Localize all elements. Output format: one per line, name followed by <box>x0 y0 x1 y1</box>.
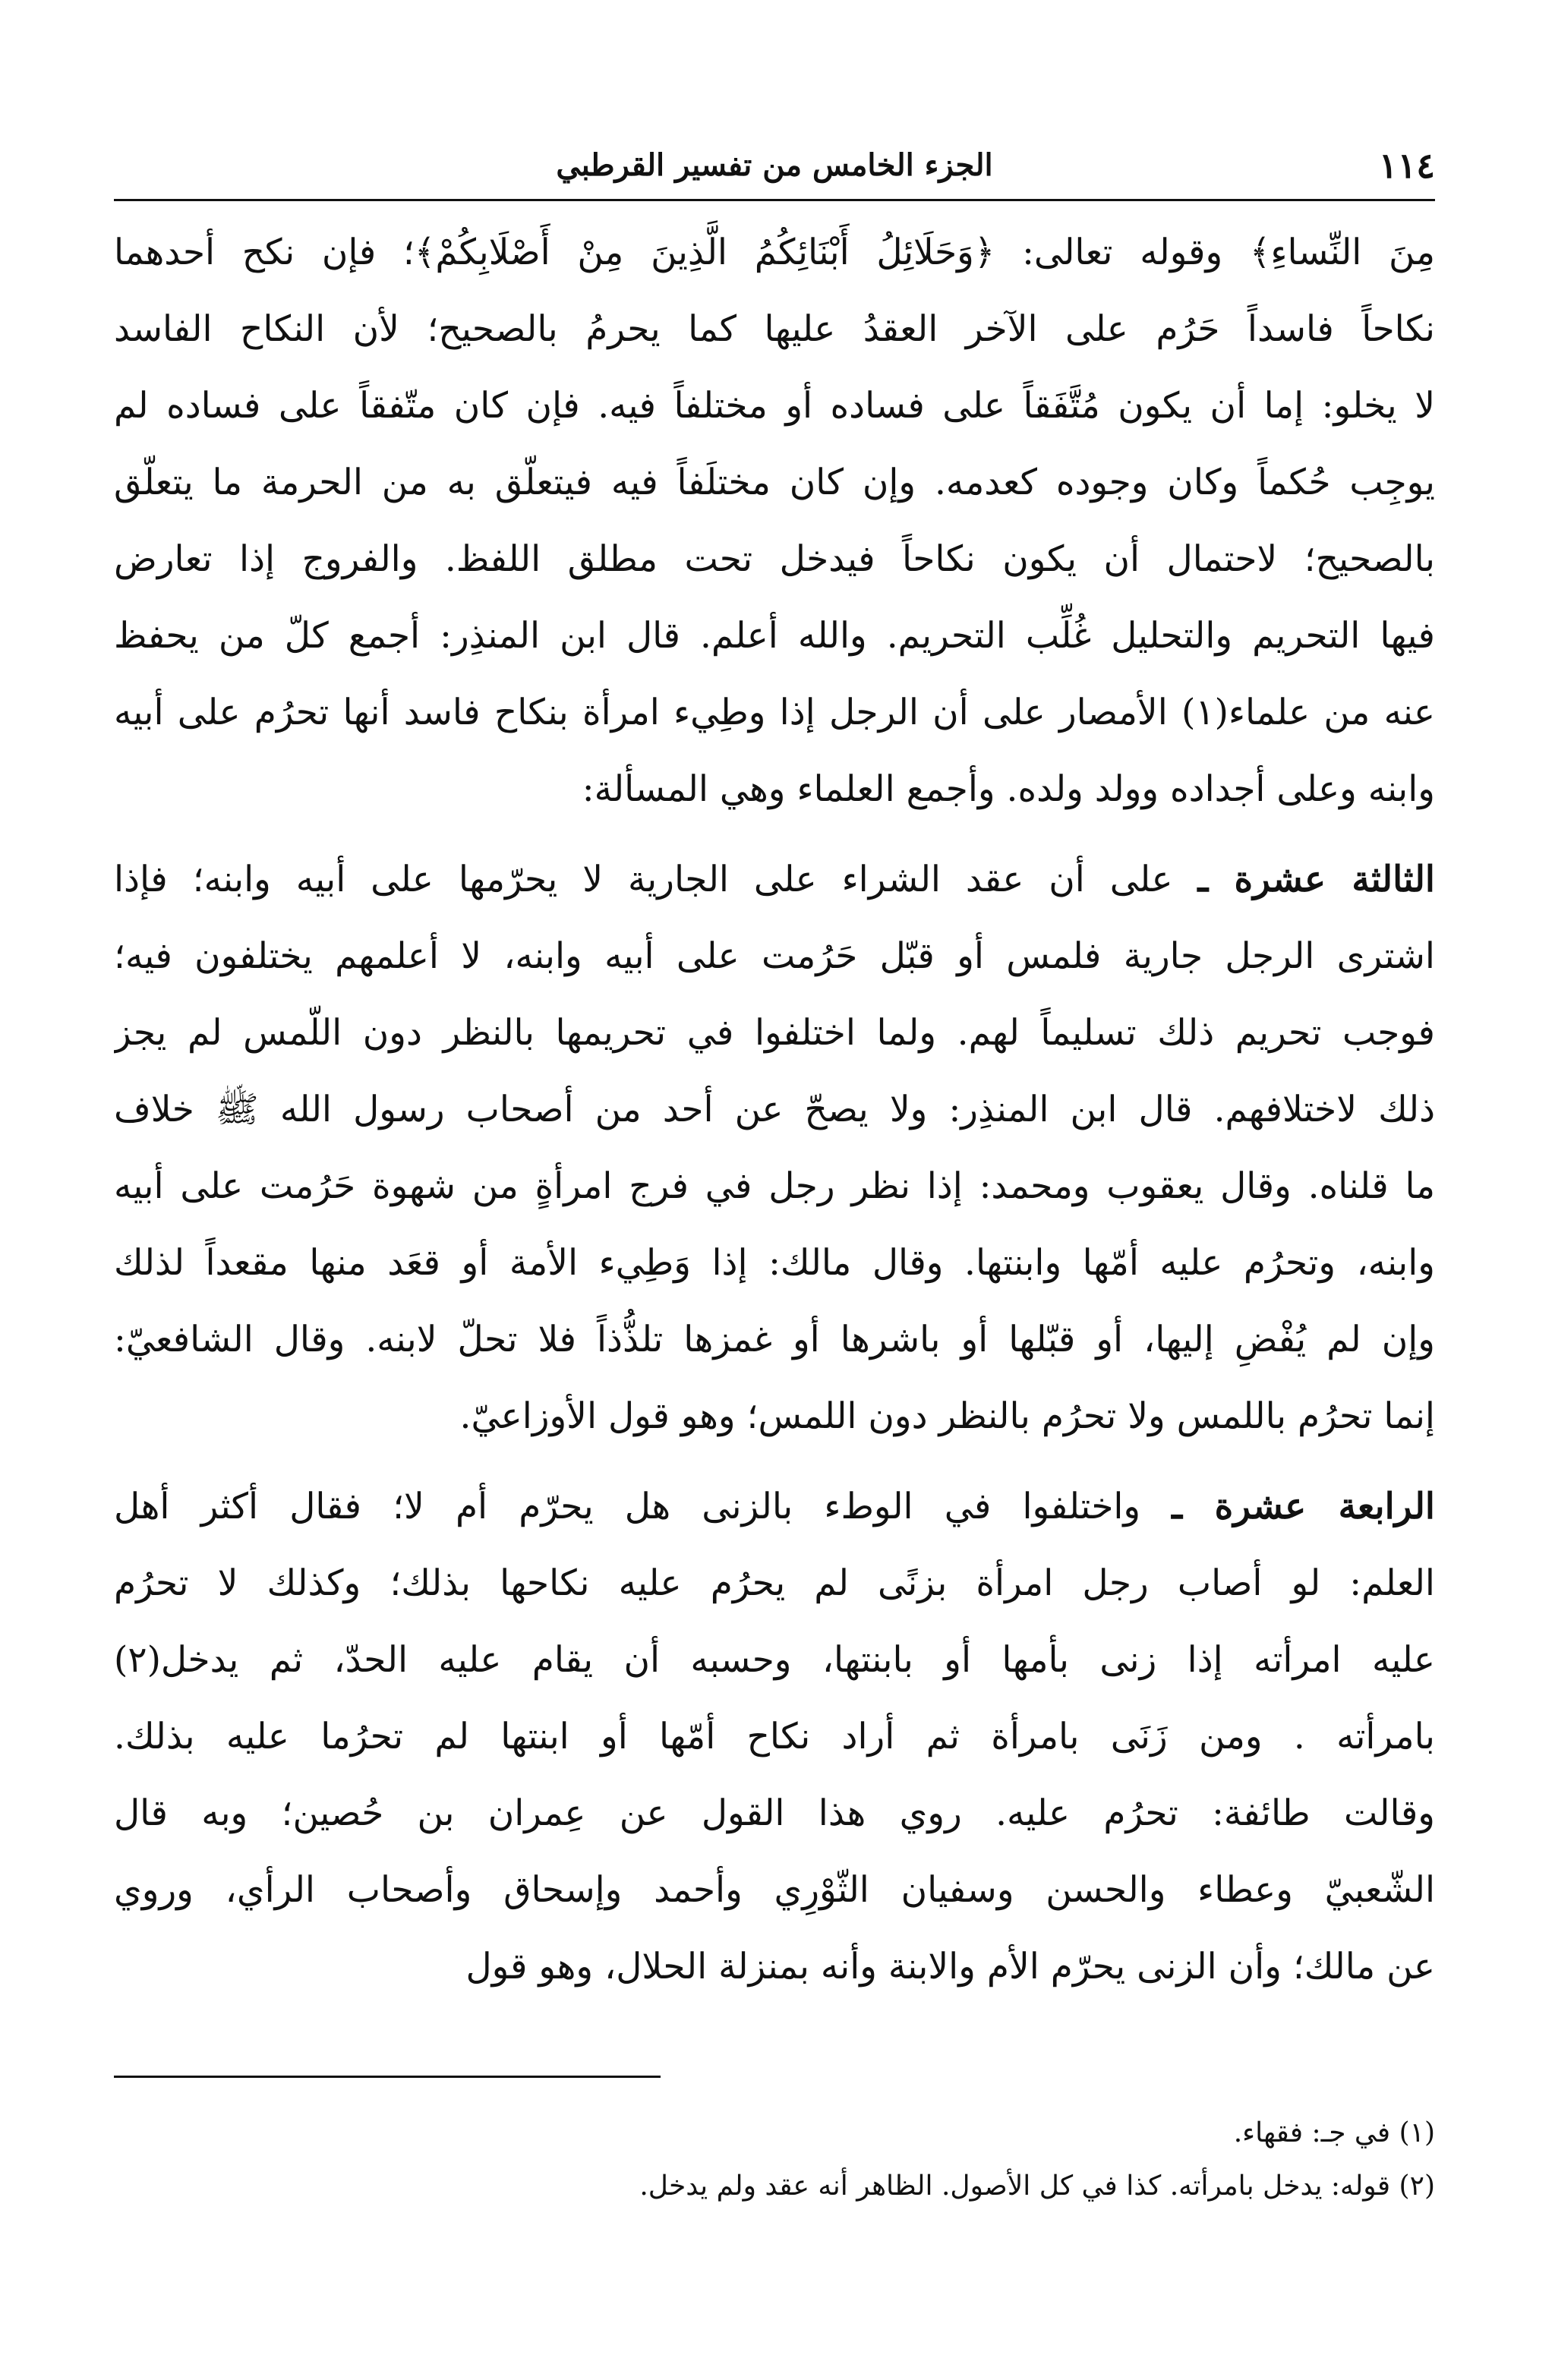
text-line <box>114 918 1435 995</box>
paragraph <box>114 1468 1435 2005</box>
text-line <box>114 674 1435 751</box>
text-line <box>114 1698 1435 1775</box>
text-line <box>114 1148 1435 1225</box>
text-line <box>114 1468 1435 1545</box>
footnotes <box>372 2107 1435 2213</box>
text-line <box>114 291 1435 367</box>
text-line <box>114 597 1435 674</box>
text-line <box>114 1928 1435 2005</box>
text-line <box>114 521 1435 597</box>
footnote-2: (٢) قوله: يدخل بامرأته. كذا في كل الأصول. الظاهر أنه عقد ولم يدخل. <box>639 2170 1435 2202</box>
section-label: الثالثة عشرة ـ <box>1197 859 1435 900</box>
text-line <box>114 444 1435 521</box>
text-line <box>114 1378 1435 1455</box>
footnote-1: (١) في جـ: فقهاء. <box>1233 2117 1435 2148</box>
text-line <box>114 751 1435 827</box>
line-text: وإن لم يُفْضِ إليها، أو قبّلها أو باشرها أو غمزها تلذُّذاً فلا تحلّ لابنه. وقال الشافعيّ: <box>114 1319 1435 1360</box>
line-text: نكاحاً فاسداً حَرُم على الآخر العقدُ عليها كما يحرمُ بالصحيح؛ لأن النكاح الفاسد <box>114 308 1435 350</box>
line-text: وابنه، وتحرُم عليه أمّها وابنتها. وقال مالك: إذا وَطِيء الأمة أو قعَد منها مقعداً لذلك <box>114 1242 1435 1284</box>
text-line <box>114 1545 1435 1622</box>
line-text: عن مالك؛ وأن الزنى يحرّم الأم والابنة وأنه بمنزلة الحلال، وهو قول <box>465 1946 1435 1988</box>
running-title: الجزء الخامس من تفسير القرطبي <box>556 147 993 183</box>
line-text: بامرأته . ومن زَنَى بامرأة ثم أراد نكاح أمّها أو ابنتها لم تحرُما عليه بذلك. <box>114 1716 1435 1757</box>
line-text: على أن عقد الشراء على الجارية لا يحرّمها على أبيه وابنه؛ فإذا <box>114 859 1173 900</box>
line-text: وقالت طائفة: تحرُم عليه. روي هذا القول عن عِمران بن حُصين؛ وبه قال <box>114 1792 1435 1834</box>
text-line <box>114 214 1435 291</box>
text-line <box>114 1301 1435 1378</box>
text-line <box>114 367 1435 444</box>
line-text: عليه امرأته إذا زنى بأمها أو بابنتها، وحسبه أن يقام عليه الحدّ، ثم يدخل(٢) <box>114 1639 1435 1681</box>
text-line <box>114 1071 1435 1148</box>
line-text: العلم: لو أصاب رجل امرأة بزنًى لم يحرُم عليه نكاحها بذلك؛ وكذلك لا تحرُم <box>114 1562 1435 1604</box>
line-text: إنما تحرُم باللمس ولا تحرُم بالنظر دون اللمس؛ وهو قول الأوزاعيّ. <box>459 1395 1435 1437</box>
main-text <box>114 214 1435 2019</box>
text-line <box>114 1622 1435 1698</box>
line-text: عنه من علماء(١) الأمصار على أن الرجل إذا وطِيء امرأة بنكاح فاسد أنها تحرُم على أبيه <box>114 692 1435 733</box>
header-divider <box>114 199 1435 201</box>
line-text: فيها التحريم والتحليل غُلِّب التحريم. والله أعلم. قال ابن المنذِر: أجمع كلّ من يحفظ <box>114 615 1435 657</box>
line-text: الشّعبيّ وعطاء والحسن وسفيان الثّوْرِي وأحمد وإسحاق وأصحاب الرأي، وروي <box>114 1869 1435 1911</box>
line-text: فوجب تحريم ذلك تسليماً لهم. ولما اختلفوا في تحريمها بالنظر دون اللّمس لم يجز <box>114 1012 1435 1054</box>
line-text: اشترى الرجل جارية فلمس أو قبّل حَرُمت على أبيه وابنه، لا أعلمهم يختلفون فيه؛ <box>114 935 1435 977</box>
footnote-divider <box>114 2076 661 2078</box>
line-text: وابنه وعلى أجداده وولد ولده. وأجمع العلماء وهي المسألة: <box>582 768 1435 810</box>
paragraph <box>114 214 1435 827</box>
line-text: مِنَ النِّساءِ﴾ وقوله تعالى: ﴿وَحَلَائِلُ أَبْنَائِكُمُ الَّذِينَ مِنْ أَصْلَابِكُمْ﴾؛ فإن نكح أحدهما <box>114 232 1435 273</box>
text-line <box>114 1225 1435 1301</box>
page-header <box>114 135 1435 196</box>
text-line <box>114 1775 1435 1852</box>
line-text: بالصحيح؛ لاحتمال أن يكون نكاحاً فيدخل تحت مطلق اللفظ. والفروج إذا تعارض <box>114 538 1435 580</box>
text-line <box>114 1852 1435 1928</box>
text-line <box>114 995 1435 1071</box>
line-text: ذلك لاختلافهم. قال ابن المنذِر: ولا يصحّ عن أحد من أصحاب رسول الله ﷺ خلاف <box>114 1089 1435 1130</box>
paragraph <box>114 841 1435 1455</box>
line-text: ما قلناه. وقال يعقوب ومحمد: إذا نظر رجل في فرج امرأةٍ من شهوة حَرُمت على أبيه <box>114 1165 1435 1207</box>
line-text: واختلفوا في الوطء بالزنى هل يحرّم أم لا؛ فقال أكثر أهل <box>114 1486 1141 1527</box>
text-line <box>114 841 1435 918</box>
page-number: ١١٤ <box>1378 145 1435 186</box>
line-text: يوجِب حُكماً وكان وجوده كعدمه. وإن كان مختلَفاً فيه فيتعلّق به من الحرمة ما يتعلّق <box>114 462 1435 503</box>
section-label: الرابعة عشرة ـ <box>1172 1486 1435 1527</box>
line-text: لا يخلو: إما أن يكون مُتَّفَقاً على فساده أو مختلفاً فيه. فإن كان متّفقاً على فساده لم <box>114 385 1435 427</box>
